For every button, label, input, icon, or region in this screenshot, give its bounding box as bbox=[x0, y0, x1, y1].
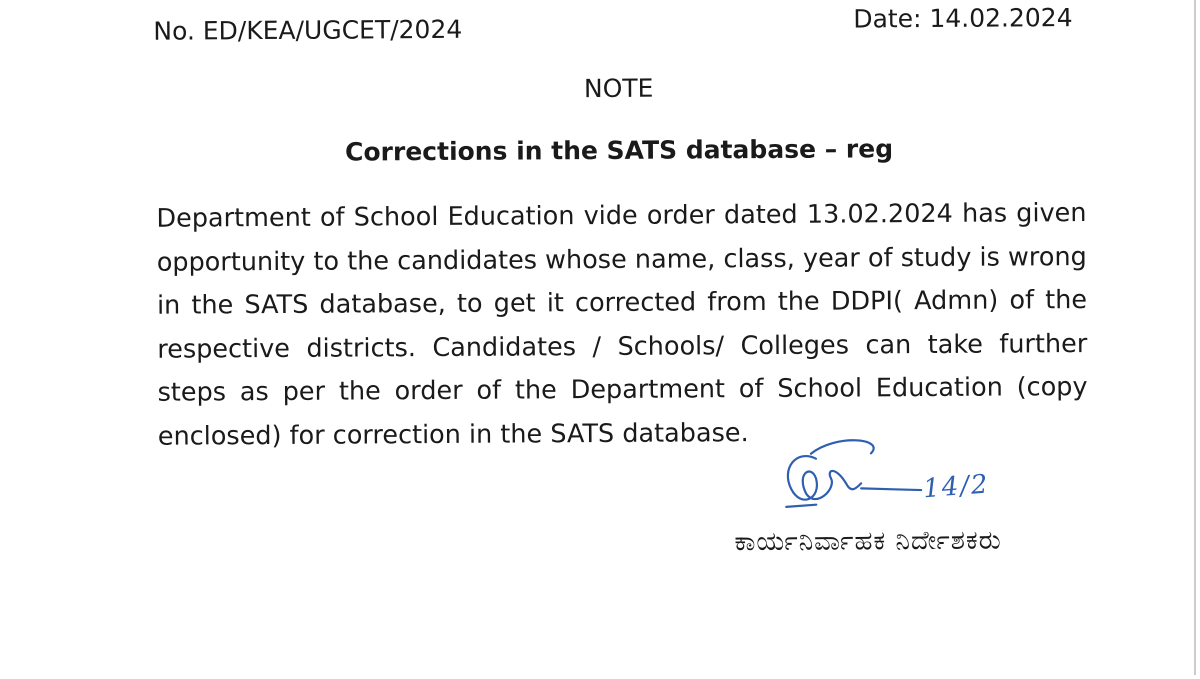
scan-edge bbox=[1194, 0, 1196, 675]
reference-number: No. ED/KEA/UGCET/2024 bbox=[153, 14, 463, 46]
subject-line: Corrections in the SATS database – reg bbox=[345, 134, 894, 167]
body-paragraph: Department of School Education vide order dated 13.02.2024 has given opportunity to the candidates whose name, class, year of study is wrong in the SATS database, to get it corrected from the DDPI( Admn) of the respective districts. Candidates / Schools/ Colleges can take further steps as per the order of the Department of School Education (copy enclosed) for correction in the SATS database. bbox=[156, 198, 1088, 452]
designation: ಕಾರ್ಯನಿರ್ವಾಹಕ ನಿರ್ದೇಶಕರು bbox=[734, 525, 1002, 558]
signature-date: 14/2 bbox=[922, 469, 991, 505]
document-date: Date: 14.02.2024 bbox=[853, 3, 1073, 34]
note-heading: NOTE bbox=[583, 73, 654, 104]
